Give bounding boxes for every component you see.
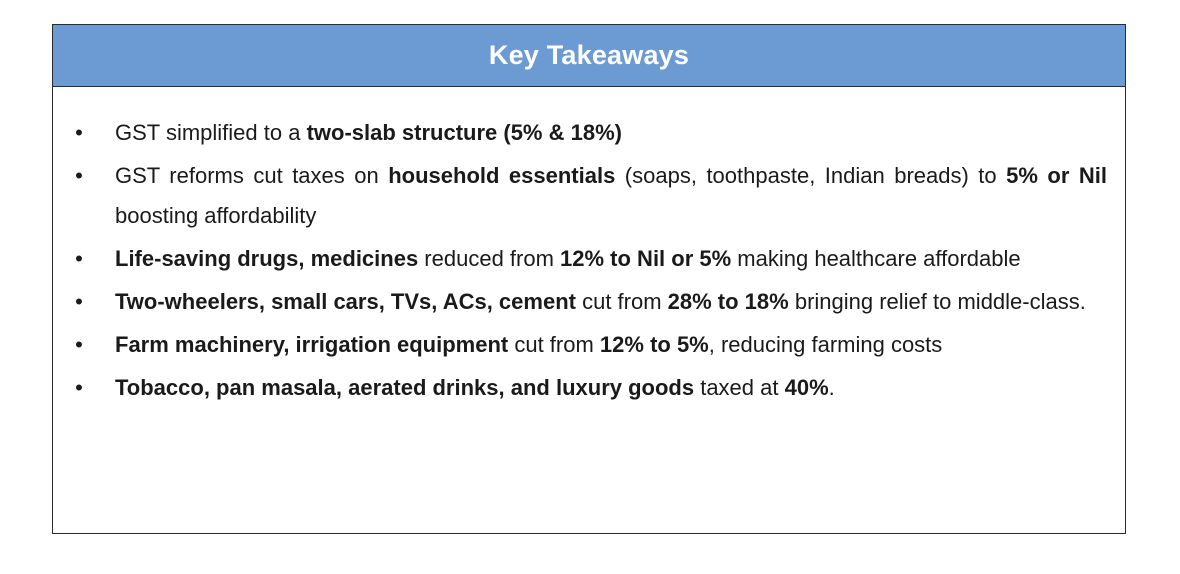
text-segment: . xyxy=(828,375,835,400)
list-item xyxy=(53,282,1125,322)
bullet-icon: • xyxy=(75,163,83,188)
bold-text-segment: 12% to Nil or 5% xyxy=(560,246,732,271)
bullet-icon: • xyxy=(75,289,83,314)
list-item xyxy=(53,239,1125,279)
text-segment: taxed at xyxy=(694,375,785,400)
bold-text-segment: 12% to 5% xyxy=(599,332,709,357)
text-segment: (soaps, toothpaste, Indian breads) to xyxy=(615,163,1007,188)
bold-text-segment: Farm machinery, irrigation equipment xyxy=(115,332,509,357)
list-item xyxy=(53,325,1125,365)
text-segment: GST reforms cut taxes on xyxy=(115,163,389,188)
text-segment: GST simplified to a xyxy=(115,120,307,145)
list-item xyxy=(53,156,1125,236)
bullet-icon: • xyxy=(75,332,83,357)
text-segment: cut from xyxy=(575,289,668,314)
header-title: Key Takeaways xyxy=(488,40,690,70)
bold-text-segment: Two-wheelers, small cars, TVs, ACs, cement xyxy=(115,289,576,314)
bold-text-segment: two-slab structure (5% & 18%) xyxy=(306,120,622,145)
bullet-icon: • xyxy=(75,375,83,400)
text-segment: , reducing farming costs xyxy=(708,332,943,357)
bold-text-segment: Tobacco, pan masala, aerated drinks, and luxury goods xyxy=(115,375,695,400)
bold-text-segment: 5% or Nil xyxy=(1006,163,1108,188)
bold-text-segment: household essentials xyxy=(388,163,616,188)
list-item xyxy=(53,368,1125,408)
text-segment: reduced from xyxy=(418,246,561,271)
bold-text-segment: Life-saving drugs, medicines xyxy=(115,246,419,271)
bullet-icon: • xyxy=(75,120,83,145)
bold-text-segment: 28% to 18% xyxy=(667,289,789,314)
text-segment: bringing relief to middle-class. xyxy=(788,289,1086,314)
text-segment: boosting affordability xyxy=(115,203,317,228)
bold-text-segment: 40% xyxy=(784,375,829,400)
text-segment: cut from xyxy=(508,332,600,357)
key-takeaways-box xyxy=(52,24,1126,534)
bullet-icon: • xyxy=(75,246,83,271)
header-bar xyxy=(53,25,1125,87)
takeaways-list xyxy=(53,113,1125,408)
list-item xyxy=(53,113,1125,153)
text-segment: making healthcare affordable xyxy=(731,246,1021,271)
